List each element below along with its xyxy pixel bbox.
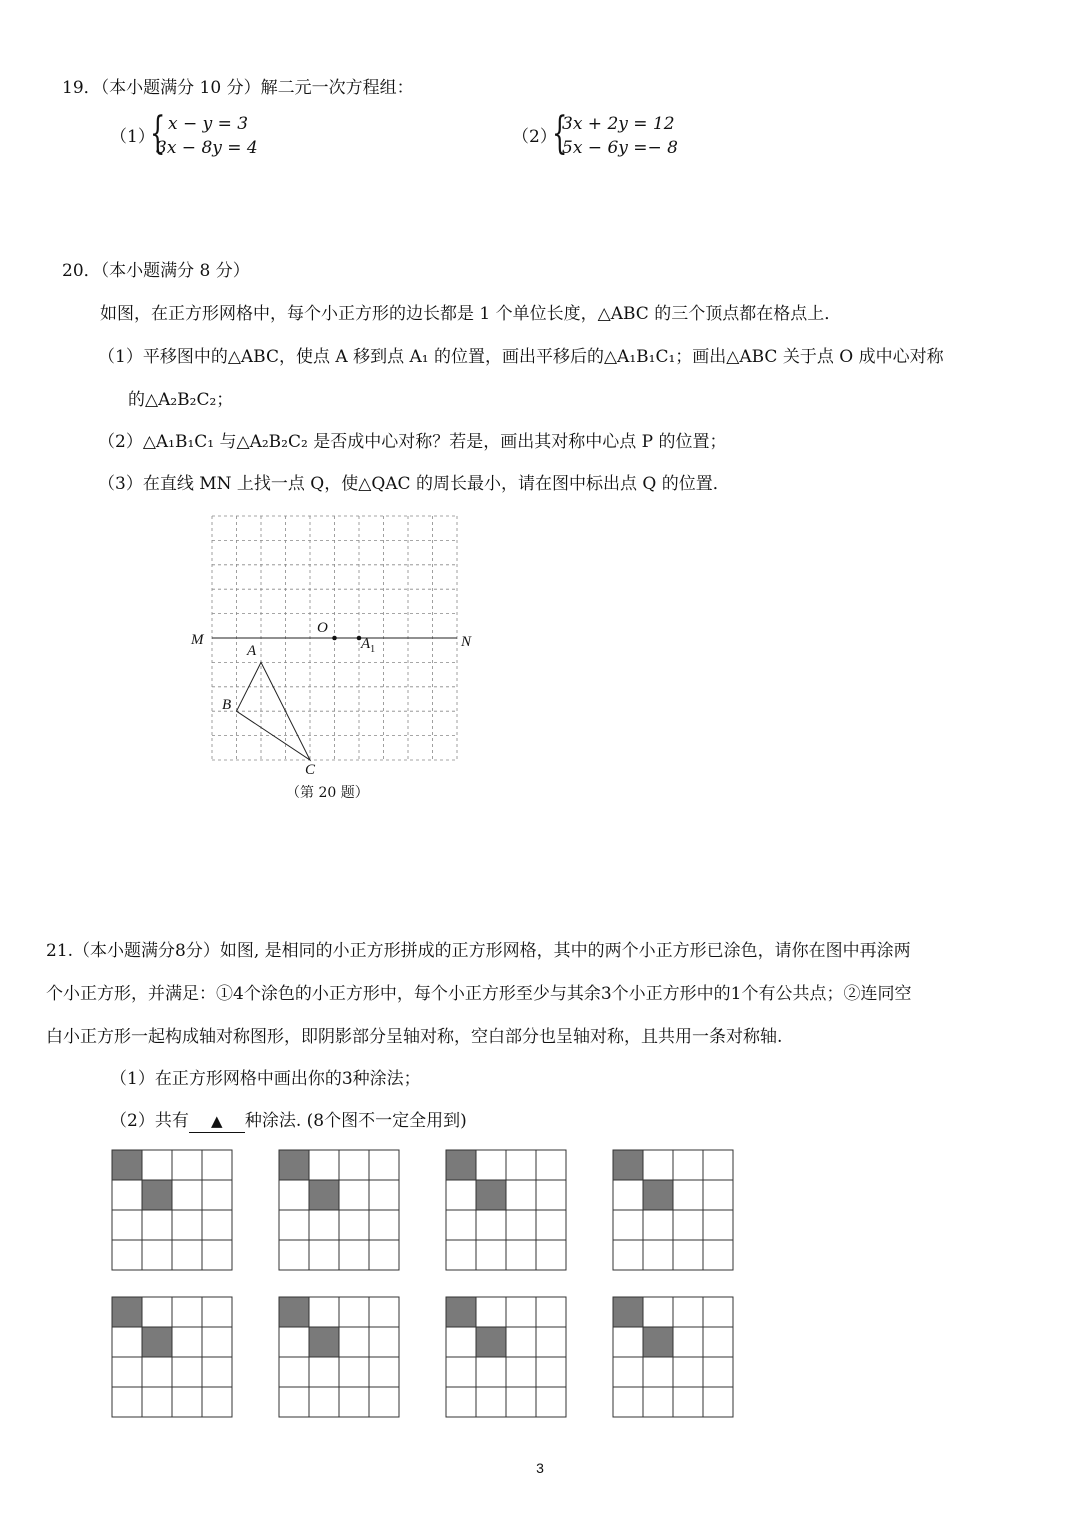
label-b: B xyxy=(222,697,232,713)
grid-cell[interactable] xyxy=(536,1357,566,1387)
grid-cell-shaded[interactable] xyxy=(142,1180,172,1210)
grid-cell[interactable] xyxy=(339,1150,369,1180)
grid-cell[interactable] xyxy=(172,1150,202,1180)
q19-part2-label: （2） xyxy=(512,127,557,147)
q19-part1-eq2: 3x − 8y = 4 xyxy=(156,138,258,158)
q20-header: 20．（本小题满分 8 分） xyxy=(62,261,250,281)
grid-cell[interactable] xyxy=(112,1210,142,1240)
grid-cell[interactable] xyxy=(673,1150,703,1180)
label-a1: $A_1$ xyxy=(361,636,376,655)
grid-cell[interactable] xyxy=(506,1387,536,1417)
grid-cell[interactable] xyxy=(673,1357,703,1387)
coloring-grid[interactable] xyxy=(445,1296,569,1420)
grid-cell[interactable] xyxy=(703,1327,733,1357)
grid-cell[interactable] xyxy=(476,1240,506,1270)
q19-part2-eq1: 3x + 2y = 12 xyxy=(562,114,675,134)
grid-cell-shaded[interactable] xyxy=(476,1180,506,1210)
grid-cell[interactable] xyxy=(613,1180,643,1210)
grid-cell[interactable] xyxy=(339,1357,369,1387)
grid-cell[interactable] xyxy=(536,1240,566,1270)
grid-cell-shaded[interactable] xyxy=(142,1327,172,1357)
coloring-grid[interactable] xyxy=(445,1149,569,1273)
grid-cell[interactable] xyxy=(446,1210,476,1240)
label-n: N xyxy=(461,634,472,650)
q21-part1: （1）在正方形网格中画出你的3种涂法； xyxy=(110,1069,421,1089)
coloring-grid[interactable] xyxy=(111,1296,235,1420)
grid-cell[interactable] xyxy=(446,1327,476,1357)
grid-cell[interactable] xyxy=(112,1387,142,1417)
grid-cell[interactable] xyxy=(643,1387,673,1417)
grid-cell[interactable] xyxy=(142,1150,172,1180)
grid-cell[interactable] xyxy=(279,1357,309,1387)
grid-cell[interactable] xyxy=(613,1357,643,1387)
grid-cell-shaded[interactable] xyxy=(643,1180,673,1210)
grid-cell[interactable] xyxy=(202,1210,232,1240)
grid-cell[interactable] xyxy=(369,1240,399,1270)
grid-cell[interactable] xyxy=(643,1357,673,1387)
grid-cell-shaded[interactable] xyxy=(112,1297,142,1327)
label-c: C xyxy=(305,762,316,778)
grid-cell[interactable] xyxy=(476,1387,506,1417)
grid-cell[interactable] xyxy=(446,1357,476,1387)
grid-cell[interactable] xyxy=(476,1357,506,1387)
grid-cell[interactable] xyxy=(613,1387,643,1417)
grid-cell[interactable] xyxy=(673,1180,703,1210)
q21-line2: 个小正方形，并满足：①4个涂色的小正方形中，每个小正方形至少与其余3个小正方形中的1个有公共点；②连同空 xyxy=(46,984,912,1004)
grid-cell[interactable] xyxy=(172,1297,202,1327)
q20-part3: （3）在直线 MN 上找一点 Q，使△QAC 的周长最小，请在图中标出点 Q 的位置． xyxy=(98,474,730,494)
grid-cell[interactable] xyxy=(339,1210,369,1240)
grid-cell[interactable] xyxy=(446,1387,476,1417)
grid-cell[interactable] xyxy=(446,1180,476,1210)
grid-cell[interactable] xyxy=(369,1180,399,1210)
grid-cell[interactable] xyxy=(202,1180,232,1210)
grid-cell[interactable] xyxy=(536,1297,566,1327)
grid-cell[interactable] xyxy=(202,1357,232,1387)
grid-cell[interactable] xyxy=(476,1150,506,1180)
grid-cell[interactable] xyxy=(339,1297,369,1327)
grid-cell[interactable] xyxy=(703,1240,733,1270)
q21-line1: 21.（本小题满分8分）如图, 是相同的小正方形拼成的正方形网格，其中的两个小正方形已涂色，请你在图中再涂两 xyxy=(46,941,911,961)
grid-cell[interactable] xyxy=(703,1297,733,1327)
grid-cell[interactable] xyxy=(142,1210,172,1240)
grid-cell[interactable] xyxy=(643,1240,673,1270)
q21-part2-after: 种涂法. (8个图不一定全用到) xyxy=(244,1111,467,1131)
grid-cell[interactable] xyxy=(536,1327,566,1357)
grid-cell[interactable] xyxy=(202,1240,232,1270)
grid-cell[interactable] xyxy=(142,1240,172,1270)
grid-cell[interactable] xyxy=(506,1240,536,1270)
grid-cell[interactable] xyxy=(172,1327,202,1357)
grid-cell[interactable] xyxy=(309,1210,339,1240)
grid-cell[interactable] xyxy=(369,1297,399,1327)
grid-cell[interactable] xyxy=(703,1180,733,1210)
grid-cell[interactable] xyxy=(673,1240,703,1270)
grid-cell-shaded[interactable] xyxy=(279,1297,309,1327)
page-number: 3 xyxy=(536,1460,544,1476)
grid-cell[interactable] xyxy=(279,1387,309,1417)
grid-cell[interactable] xyxy=(172,1357,202,1387)
grid-cell[interactable] xyxy=(279,1240,309,1270)
grid-cell[interactable] xyxy=(172,1387,202,1417)
grid-cell[interactable] xyxy=(339,1387,369,1417)
grid-cell[interactable] xyxy=(643,1297,673,1327)
grid-cell[interactable] xyxy=(112,1327,142,1357)
grid-cell[interactable] xyxy=(506,1150,536,1180)
grid-cell[interactable] xyxy=(202,1297,232,1327)
q19-part1-eq1: x − y = 3 xyxy=(168,114,249,134)
q20-figure-caption: （第 20 题） xyxy=(286,785,369,801)
grid-cell-shaded[interactable] xyxy=(309,1180,339,1210)
point-o xyxy=(332,636,337,641)
label-m: M xyxy=(191,632,204,648)
grid-cell[interactable] xyxy=(446,1240,476,1270)
grid-cell[interactable] xyxy=(476,1297,506,1327)
grid-cell[interactable] xyxy=(506,1357,536,1387)
grid-cell-shaded[interactable] xyxy=(613,1150,643,1180)
q19-part2-brace: { xyxy=(552,108,568,159)
label-o: O xyxy=(317,620,328,636)
q20-intro: 如图，在正方形网格中，每个小正方形的边长都是 1 个单位长度，△ABC 的三个顶点都在格点上． xyxy=(100,304,842,324)
grid-cell-shaded[interactable] xyxy=(279,1150,309,1180)
q20-part2: （2）△A₁B₁C₁ 与△A₂B₂C₂ 是否成中心对称？若是，画出其对称中心点 P 的位置； xyxy=(98,432,727,452)
coloring-grid[interactable] xyxy=(612,1149,736,1273)
grid-cell[interactable] xyxy=(369,1327,399,1357)
grid-cell[interactable] xyxy=(506,1327,536,1357)
q21-line3: 白小正方形一起构成轴对称图形，即阴影部分呈轴对称，空白部分也呈轴对称，且共用一条对称轴. xyxy=(46,1027,783,1047)
q19-part2-eq2: 5x − 6y =− 8 xyxy=(562,138,678,158)
grid-cell[interactable] xyxy=(673,1387,703,1417)
grid-cell[interactable] xyxy=(202,1327,232,1357)
grid-cell[interactable] xyxy=(112,1357,142,1387)
coloring-grid[interactable] xyxy=(278,1296,402,1420)
grid-cell[interactable] xyxy=(279,1327,309,1357)
grid-cell[interactable] xyxy=(673,1297,703,1327)
grid-cell[interactable] xyxy=(369,1150,399,1180)
grid-cell[interactable] xyxy=(172,1210,202,1240)
q19-header: 19．（本小题满分 10 分）解二元一次方程组： xyxy=(62,78,414,98)
q20-part1-line1: （1）平移图中的△ABC，使点 A 移到点 A₁ 的位置，画出平移后的△A₁B₁C₁；画出△ABC 关于点 O 成中心对称 xyxy=(98,347,944,367)
grid-cell[interactable] xyxy=(279,1210,309,1240)
q20-grid-figure xyxy=(200,510,500,770)
coloring-grid[interactable] xyxy=(111,1149,235,1273)
q19-part1-brace: { xyxy=(150,108,166,159)
grid-cell[interactable] xyxy=(369,1210,399,1240)
grid-cell[interactable] xyxy=(309,1150,339,1180)
grid-cell[interactable] xyxy=(703,1150,733,1180)
grid-cell-shaded[interactable] xyxy=(309,1327,339,1357)
grid-cell[interactable] xyxy=(112,1180,142,1210)
grid-cell-shaded[interactable] xyxy=(613,1297,643,1327)
grid-cell[interactable] xyxy=(613,1240,643,1270)
grid-cell-shaded[interactable] xyxy=(112,1150,142,1180)
grid-cell[interactable] xyxy=(536,1150,566,1180)
grid-cell[interactable] xyxy=(339,1240,369,1270)
grid-cell[interactable] xyxy=(369,1357,399,1387)
grid-cell[interactable] xyxy=(172,1180,202,1210)
grid-cell[interactable] xyxy=(339,1327,369,1357)
grid-cell[interactable] xyxy=(613,1210,643,1240)
q21-part2-before: （2）共有 xyxy=(110,1111,189,1131)
grid-cell[interactable] xyxy=(339,1180,369,1210)
grid-cell[interactable] xyxy=(506,1210,536,1240)
grid-cell-shaded[interactable] xyxy=(643,1327,673,1357)
grid-cell[interactable] xyxy=(476,1210,506,1240)
grid-cell[interactable] xyxy=(202,1150,232,1180)
grid-cell[interactable] xyxy=(172,1240,202,1270)
grid-cell-shaded[interactable] xyxy=(476,1327,506,1357)
answer-blank[interactable]: ▲ xyxy=(189,1110,245,1133)
grid-cell[interactable] xyxy=(643,1210,673,1240)
grid-cell[interactable] xyxy=(309,1387,339,1417)
grid-cell[interactable] xyxy=(536,1180,566,1210)
q20-part1-line2: 的△A₂B₂C₂； xyxy=(128,390,234,410)
grid-cell[interactable] xyxy=(643,1150,673,1180)
grid-cell[interactable] xyxy=(369,1387,399,1417)
grid-cell[interactable] xyxy=(613,1327,643,1357)
grid-cell[interactable] xyxy=(536,1387,566,1417)
q19-part1-label: （1） xyxy=(110,127,155,147)
grid-cell[interactable] xyxy=(142,1297,172,1327)
grid-cell[interactable] xyxy=(142,1387,172,1417)
grid-cell[interactable] xyxy=(202,1387,232,1417)
grid-cell[interactable] xyxy=(536,1210,566,1240)
coloring-grid[interactable] xyxy=(612,1296,736,1420)
grid-cell[interactable] xyxy=(279,1180,309,1210)
grid-cell[interactable] xyxy=(309,1297,339,1327)
coloring-grid[interactable] xyxy=(278,1149,402,1273)
grid-cell[interactable] xyxy=(673,1327,703,1357)
grid-cell[interactable] xyxy=(506,1180,536,1210)
grid-cell[interactable] xyxy=(506,1297,536,1327)
grid-cell[interactable] xyxy=(112,1240,142,1270)
label-a: A xyxy=(247,643,257,659)
grid-cell[interactable] xyxy=(673,1210,703,1240)
grid-cell[interactable] xyxy=(309,1357,339,1387)
grid-cell[interactable] xyxy=(703,1387,733,1417)
grid-cell-shaded[interactable] xyxy=(446,1150,476,1180)
grid-cell[interactable] xyxy=(309,1240,339,1270)
grid-cell[interactable] xyxy=(142,1357,172,1387)
grid-cell[interactable] xyxy=(703,1357,733,1387)
q21-part2 xyxy=(110,1110,467,1133)
grid-cell[interactable] xyxy=(703,1210,733,1240)
grid-cell-shaded[interactable] xyxy=(446,1297,476,1327)
